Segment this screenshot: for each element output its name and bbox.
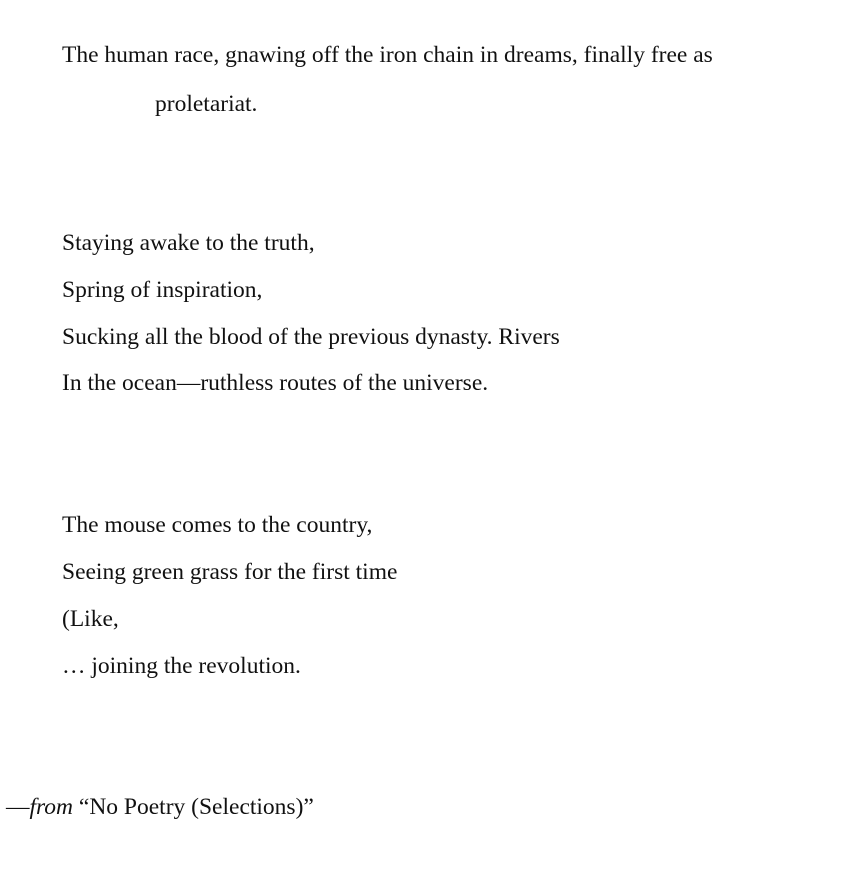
poem-line: … joining the revolution. [62, 653, 301, 679]
poem-line: The mouse comes to the country, [62, 512, 373, 538]
poem-line: Staying awake to the truth, [62, 230, 315, 256]
poem-line: Seeing green grass for the first time [62, 559, 398, 585]
poem-line: Sucking all the blood of the previous dynasty. Rivers [62, 324, 560, 350]
poem-line-continuation: proletariat. [155, 91, 258, 117]
poem-line: In the ocean—ruthless routes of the universe. [62, 370, 489, 396]
attribution-dash: — [6, 794, 30, 820]
poem-line: Spring of inspiration, [62, 277, 263, 303]
attribution-from: from [29, 794, 74, 820]
attribution [6, 796, 314, 820]
attribution-title: “No Poetry (Selections)” [73, 794, 314, 820]
poem-line: The human race, gnawing off the iron chain in dreams, finally free as [62, 42, 713, 68]
poem-line: (Like, [62, 606, 119, 632]
